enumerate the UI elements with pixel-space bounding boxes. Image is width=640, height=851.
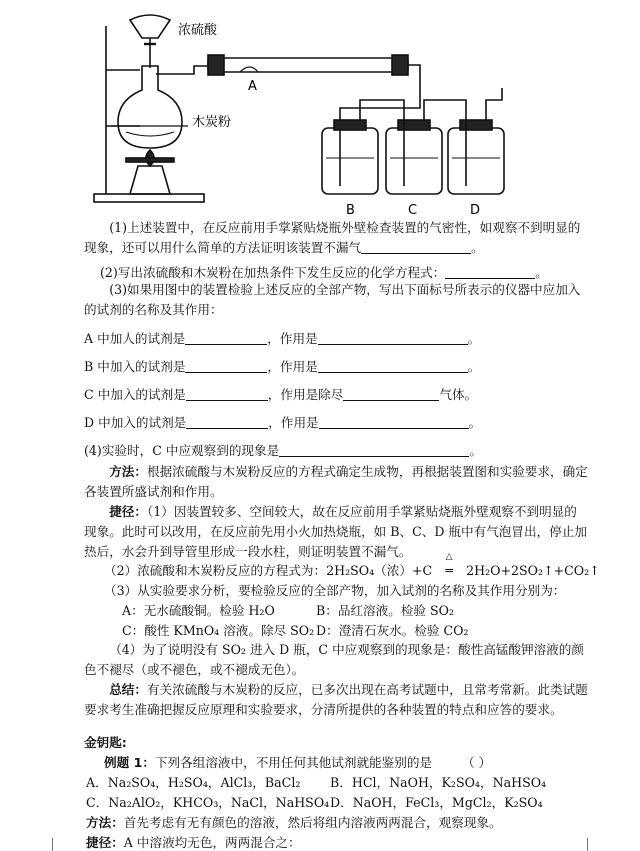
answer-blank[interactable] <box>445 265 535 279</box>
label-d: D <box>470 203 481 218</box>
apparatus-svg <box>90 8 510 218</box>
row-a: A 中加人的试剂是 ，作用是 。 <box>84 331 481 346</box>
corner-mark <box>38 838 53 851</box>
shortcut-paragraph: 捷径：（1）因装置较多、空间较大，故在反应前用手掌紧贴烧瓶外壁观察不到明显的现象。此时可以改用，在反应前先用小火加热烧瓶，如 B、C、D 瓶中有气泡冒出，停止加热后，水会升到导管里形成一段水柱，则证明装置不漏气。 <box>84 504 587 559</box>
option-c[interactable]: C．Na₂AlO₂，KHCO₃，NaCl，NaHSO₄ <box>86 795 330 810</box>
key-title: 金钥匙: <box>84 735 127 750</box>
row-d: D 中加入的试剂是 ，作用是 。 <box>84 415 482 430</box>
answer-blank[interactable] <box>186 415 268 429</box>
option-b[interactable]: B．HCl，NaOH，K₂SO₄，NaHSO₄ <box>330 775 547 790</box>
option-d[interactable]: D．NaOH，FeCl₃，MgCl₂，K₂SO₄ <box>330 795 543 810</box>
shortcut-2: 捷径：A 中溶液均无色，两两混合之： <box>86 835 301 850</box>
question-4: (4)实验时，C 中应观察到的现象是 。 <box>84 443 482 458</box>
answer-blank[interactable] <box>186 387 268 401</box>
method-paragraph: 方法：根据浓硫酸与木炭粉反应的方程式确定生成物，再根据装置图和实验要求，确定各装置所盛试剂和作用。 <box>84 464 588 499</box>
row-b: B 中加入的试剂是 ，作用是 。 <box>84 359 481 374</box>
answer-blank[interactable] <box>185 331 267 345</box>
question-1: (1)上述装置中，在反应前用手掌紧贴烧瓶外壁检查装置的气密性，如观察不到明显的现象，还可以用什么简单的方法证明该装置不漏气 。 <box>84 220 581 255</box>
question-3: (3)如果用图中的装置检验上述反应的全部产物，写出下面标号所表示的仪器中应加入的试剂的名称及其作用： <box>84 282 581 317</box>
funnel <box>130 15 170 38</box>
bottle-d <box>448 128 504 194</box>
answer-c: C：酸性 KMnO₄ 溶液。除尽 SO₂ <box>122 623 315 638</box>
question-2: (2)写出浓硫酸和木炭粉在加热条件下发生反应的化学方程式： 。 <box>100 265 548 280</box>
answer-d: D：澄清石灰水。检验 CO₂ <box>316 623 469 638</box>
row-c: C 中加入的试剂是 ，作用是除尽 气体。 <box>84 387 478 402</box>
part-3: （3）从实验要求分析，要检验反应的全部产物，加入试剂的名称及其作用分别为： <box>104 583 566 598</box>
answer-b: B：品红溶液。检验 SO₂ <box>316 603 455 618</box>
answer-blank[interactable] <box>343 387 439 401</box>
bottle-c <box>386 128 442 194</box>
corner-mark <box>587 838 602 851</box>
label-conc-acid: 浓硫酸 <box>178 23 218 38</box>
answer-blank[interactable] <box>319 415 469 429</box>
answer-blank[interactable] <box>279 443 469 457</box>
label-charcoal: 木炭粉 <box>192 115 232 130</box>
alcohol-lamp <box>130 166 170 194</box>
method-2: 方法：首先考虑有无有颜色的溶液，然后将组内溶液两两混合，观察现象。 <box>86 815 502 830</box>
label-b: B <box>346 203 355 218</box>
equals-heat: △ ═ <box>445 552 453 578</box>
answer-blank[interactable] <box>318 359 468 373</box>
stand-base <box>94 194 204 202</box>
label-a: A <box>248 79 257 94</box>
answer-blank[interactable] <box>185 359 267 373</box>
bottle-b <box>322 128 378 194</box>
example-1: 例题 1：下列各组溶液中，不用任何其他试剂就能鉴别的是 （ ） <box>104 755 492 770</box>
answer-blank[interactable] <box>361 240 471 254</box>
apparatus-diagram <box>90 8 510 218</box>
summary-paragraph: 总结：有关浓硫酸与木炭粉的反应，已多次出现在高考试题中，且常考常新。此类试题要求考生准确把握反应原理和实验要求，分清所提供的各种装置的特点和应答的要求。 <box>84 682 588 717</box>
answer-blank[interactable] <box>318 331 468 345</box>
tube-a <box>208 58 408 72</box>
option-a[interactable]: A．Na₂SO₄，H₂SO₄，AlCl₃，BaCl₂ <box>86 775 301 790</box>
equation-line: （2）浓硫酸和木炭粉反应的方程式为：2H₂SO₄（浓）+C △ ═ 2H₂O+2SO₂↑+CO₂↑ <box>104 552 600 578</box>
label-c: C <box>408 203 418 218</box>
delivery-tube <box>156 66 208 74</box>
answer-a: A：无水硫酸铜。检验 H₂O <box>122 603 275 618</box>
part-4: （4）为了说明没有 SO₂ 进入 D 瓶，C 中应观察到的现象是：酸性高锰酸钾溶液的颜色不褪尽（或不褪色，或不褪成无色）。 <box>84 642 584 677</box>
